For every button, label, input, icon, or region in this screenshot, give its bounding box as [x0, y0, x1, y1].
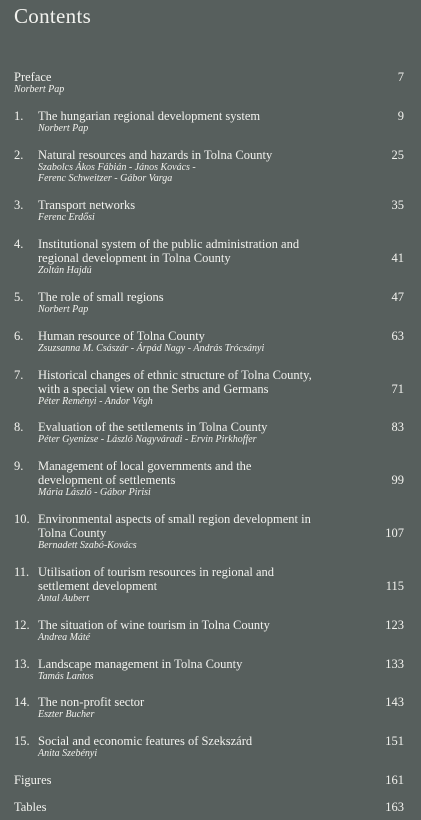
toc-entry-title-line: Institutional system of the public administration and: [38, 237, 300, 251]
toc-entry-title: [38, 695, 358, 709]
toc-entry-page-number: 99: [391, 473, 404, 487]
toc-entry-title-line: Transport networks: [38, 198, 136, 212]
toc-entry-authors: Mária László - Gábor Pirisi: [38, 487, 151, 498]
toc-entry-title-line: Social and economic features of Szekszárd: [38, 734, 253, 748]
toc-entry-title-line: Management of local governments and the: [38, 459, 252, 473]
toc-entry-title: [38, 734, 358, 748]
toc-entry-number: 1.: [14, 109, 24, 123]
toc-entry-title-line: The hungarian regional development system: [38, 109, 261, 123]
toc-entry-title-line: The non-profit sector: [38, 695, 145, 709]
toc-entry-title-line: Tables: [14, 800, 47, 814]
toc-entry-title: [14, 800, 334, 814]
toc-entry-title: [38, 109, 358, 123]
toc-entry-authors: Ferenc Erdősi: [38, 212, 95, 223]
toc-entry-authors: Anita Szebényi: [38, 748, 98, 759]
toc-entry-page-number: 63: [391, 329, 404, 343]
toc-entry-authors: Péter Reményi - Andor Végh: [38, 396, 153, 407]
toc-entry-authors: Tamás Lantos: [38, 671, 94, 682]
toc-entry-title-line: Evaluation of the settlements in Tolna County: [38, 420, 268, 434]
toc-entry-page-number: 115: [385, 579, 404, 593]
toc-entry-page-number: 9: [397, 109, 404, 123]
toc-entry-title-line: with a special view on the Serbs and Germans: [38, 382, 269, 396]
toc-entry-title-line: Landscape management in Tolna County: [38, 657, 243, 671]
toc-entry-authors: Péter Gyenizse - László Nagyváradi - Ervin Pirkhoffer: [38, 434, 257, 445]
toc-entry-authors: Norbert Pap: [38, 304, 89, 315]
toc-entry-title-line: Human resource of Tolna County: [38, 329, 205, 343]
toc-entry-title: [38, 368, 358, 396]
toc-entry-page-number: 35: [391, 198, 404, 212]
toc-entry-number: 8.: [14, 420, 24, 434]
toc-entry-title: [38, 420, 358, 434]
toc-entry-title-line: Preface: [14, 70, 52, 84]
toc-entry-title-line: settlement development: [38, 579, 158, 593]
toc-entry-title: [38, 459, 358, 487]
toc-entry-title: [38, 198, 358, 212]
toc-entry-authors: Zoltán Hajdú: [38, 265, 92, 276]
toc-entry-authors: Andrea Máté: [38, 632, 91, 643]
toc-entry-authors: Norbert Pap: [38, 123, 89, 134]
toc-entry-number: 15.: [14, 734, 30, 748]
toc-entry-page-number: 161: [385, 773, 404, 787]
toc-entry-authors: Bernadett Szabó-Kovács: [38, 540, 137, 551]
toc-entry-page-number: 41: [391, 251, 404, 265]
toc-entry-authors: Antal Aubert: [38, 593, 90, 604]
toc-entry-title: [38, 657, 358, 671]
toc-entry-title-line: Tolna County: [38, 526, 107, 540]
toc-entry-title: [38, 618, 358, 632]
toc-entry-page-number: 123: [385, 618, 404, 632]
toc-entry-number: 12.: [14, 618, 30, 632]
toc-entry-number: 6.: [14, 329, 24, 343]
toc-entry-number: 14.: [14, 695, 30, 709]
toc-entry-page-number: 163: [385, 800, 404, 814]
toc-entry-title: [38, 290, 358, 304]
toc-entry-title-line: regional development in Tolna County: [38, 251, 231, 265]
toc-entry-title: [38, 329, 358, 343]
toc-entry-page-number: 133: [385, 657, 404, 671]
toc-entry-title-line: Historical changes of ethnic structure of Tolna County,: [38, 368, 312, 382]
toc-entry-page-number: 83: [391, 420, 404, 434]
toc-entry-authors: Norbert Pap: [14, 84, 65, 95]
toc-entry-number: 3.: [14, 198, 24, 212]
toc-entry-authors: Eszter Bucher: [38, 709, 95, 720]
toc-entry-title: [38, 565, 358, 593]
toc-entry-number: 10.: [14, 512, 30, 526]
toc-entry-title-line: development of settlements: [38, 473, 176, 487]
toc-entry-title: [14, 70, 334, 84]
toc-entry-page-number: 47: [391, 290, 404, 304]
toc-entry-page-number: 151: [385, 734, 404, 748]
toc-entry-page-number: 25: [391, 148, 404, 162]
toc-entry-number: 4.: [14, 237, 24, 251]
toc-entry-title-line: The role of small regions: [38, 290, 164, 304]
toc-entry-title-line: The situation of wine tourism in Tolna County: [38, 618, 270, 632]
toc-entry-title-line: Environmental aspects of small region development in: [38, 512, 311, 526]
page-title: Contents: [14, 4, 92, 28]
toc-entry-number: 2.: [14, 148, 24, 162]
toc-entry-title: [14, 773, 334, 787]
toc-entry-authors: Zsuzsanna M. Császár - Árpád Nagy - András Trócsányi: [38, 343, 265, 354]
toc-entry-number: 9.: [14, 459, 24, 473]
toc-entry-title: [38, 512, 358, 540]
toc-entry-title-line: Figures: [14, 773, 52, 787]
toc-entry-title-line: Natural resources and hazards in Tolna County: [38, 148, 273, 162]
toc-entry-title: [38, 148, 358, 162]
toc-entry-authors: Szabolcs Ákos Fábián - János Kovács - Ferenc Schweitzer - Gábor Varga: [38, 162, 196, 184]
toc-entry-number: 7.: [14, 368, 24, 382]
toc-entry-title: [38, 237, 358, 265]
toc-entry-page-number: 107: [385, 526, 404, 540]
toc-entry-number: 13.: [14, 657, 30, 671]
toc-entry-number: 5.: [14, 290, 24, 304]
toc-entry-number: 11.: [14, 565, 30, 579]
toc-entry-page-number: 7: [397, 70, 404, 84]
toc-entry-title-line: Utilisation of tourism resources in regional and: [38, 565, 275, 579]
toc-entry-page-number: 143: [385, 695, 404, 709]
toc-entry-page-number: 71: [391, 382, 404, 396]
